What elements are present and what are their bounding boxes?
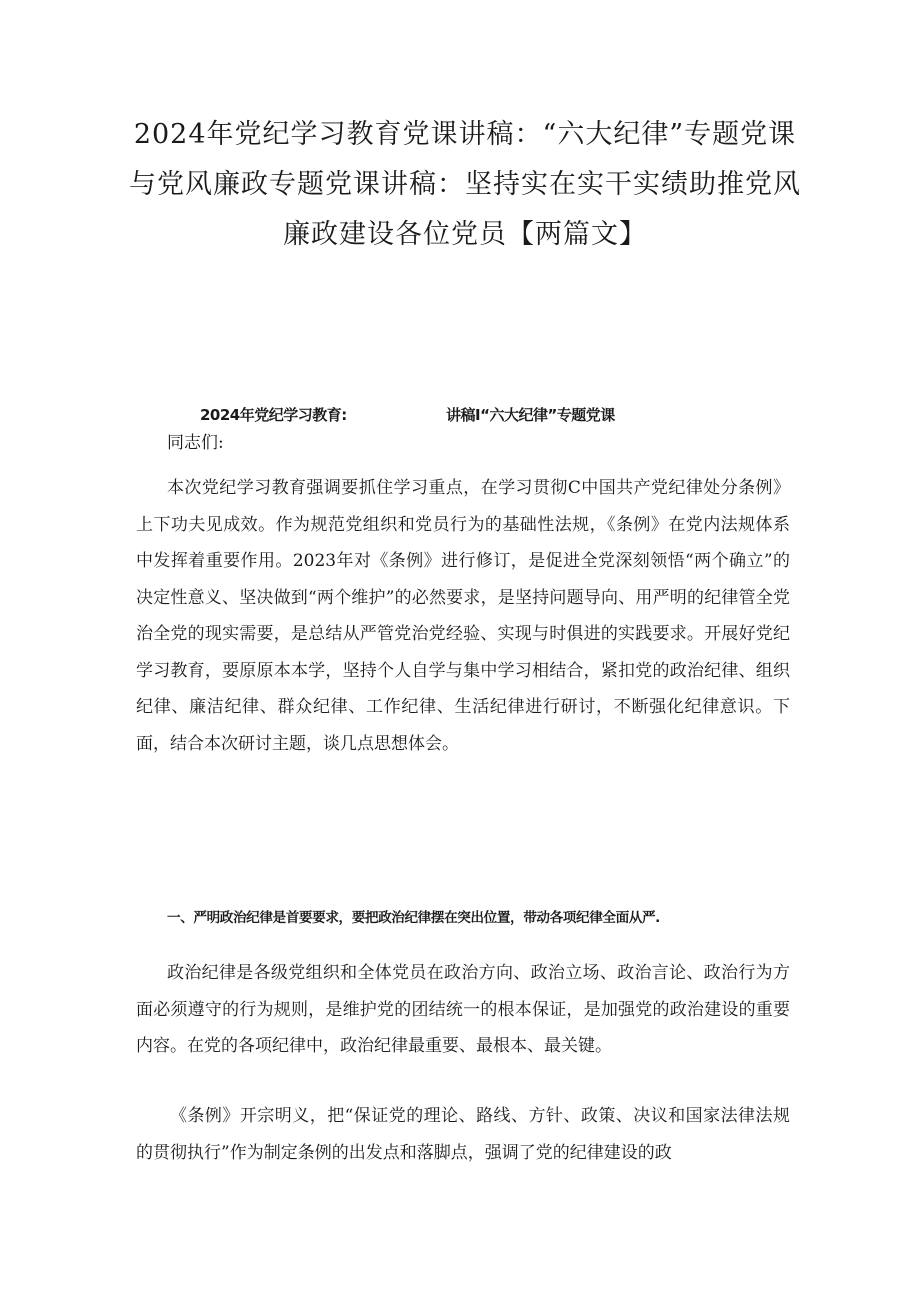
greeting: 同志们: — [167, 433, 224, 453]
paragraph-intro: 本次党纪学习教育强调要抓住学习重点，在学习贯彻C中国共产党纪律处分条例》上下功夫见成效。作为规范党组织和党员行为的基础性法规，《条例》在党内法规体系中发挥着重要作用。2023年对《条例》进行修订，是促进全党深刻领悟“两个确立”的决定性意义、坚决做到“两个维护”的必然要求，是坚持问题导向、用严明的纪律管全党治全党的现实需要，是总结从严管党治党经验、实现与时俱进的实践要求。开展好党纪学习教育，要原原本本学，坚持个人自学与集中学习相结合，紧扣党的政治纪律、组织纪律、廉洁纪律、群众纪律、工作纪律、生活纪律进行研讨，不断强化纪律意识。下面，结合本次研讨主题，谈几点思想体会。 — [136, 478, 790, 754]
paragraph-regulation: 《条例》开宗明义，把“保证党的理论、路线、方针、政策、决议和国家法律法规的贯彻执行”作为制定条例的出发点和落脚点，强调了党的纪律建设的政 — [136, 1106, 790, 1163]
section-heading-1: 一、严明政治纪律是首要要求，要把政治纪律摆在突出位置，带动各项纪律全面从严. — [167, 910, 660, 926]
subheading-left: 2024年党纪学习教育: — [200, 406, 347, 424]
document-title: 2024年党纪学习教育党课讲稿：“六大纪律”专题党课与党风廉政专题党课讲稿：坚持实在实干实绩助推党风廉政建设各位党员【两篇文】 — [129, 119, 801, 250]
subheading-right: 讲稿I“六大纪律”专题党课 — [446, 406, 615, 424]
paragraph-political-discipline: 政治纪律是各级党组织和全体党员在政治方向、政治立场、政治言论、政治行为方面必须遵守的行为规则，是维护党的团结统一的根本保证，是加强党的政治建设的重要内容。在党的各项纪律中，政治纪律最重要、最根本、最关键。 — [136, 963, 790, 1056]
